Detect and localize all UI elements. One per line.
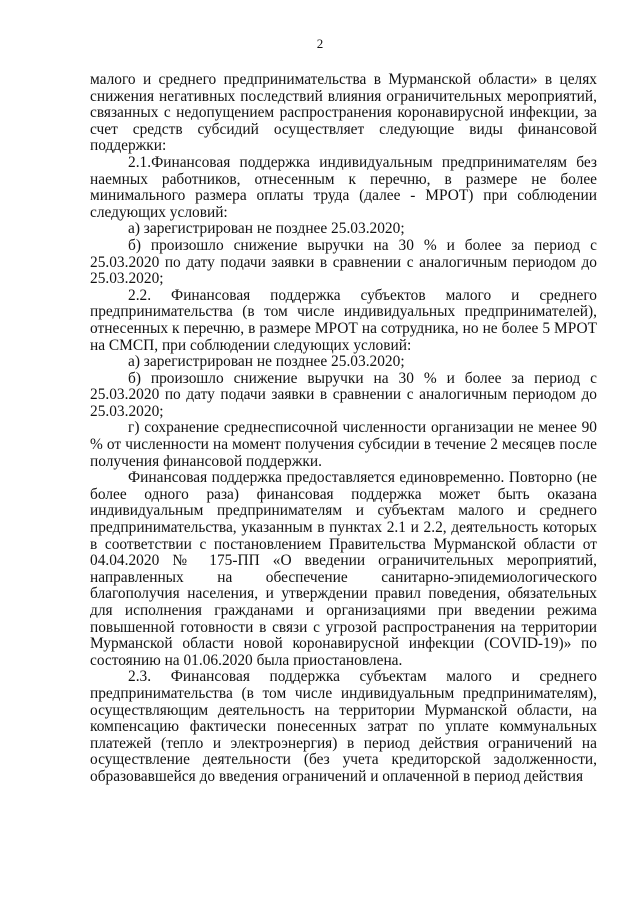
paragraph-2-3: 2.3. Финансовая поддержка субъектам малого и среднего предпринимательства (в том числе индивидуальным предпринимателям), осуществляющим деятельность на территории Мурманской области, на компенсацию фактически понесенных затрат по уплате коммунальных платежей (тепло и электроэнергия) в период действия ограничений на осуществление деятельности (без учета кредиторской задолженности, образовавшейся до введения ограничений и оплаченной в период действия: [90, 668, 597, 785]
paragraph-2-2-b: б) произошло снижение выручки на 30 % и более за период с 25.03.2020 по дату подачи заявки в сравнении с аналогичным периодом до 25.03.2020;: [90, 369, 597, 420]
document-body: [90, 72, 597, 786]
paragraph-intro: малого и среднего предпринимательства в Мурманской области» в целях снижения негативных последствий влияния ограничительных мероприятий, связанных с недопущением распространения коронавирусной инфекции, за счет средств субсидий осуществляет следующие виды финансовой поддержки:: [90, 71, 597, 155]
paragraph-2-1-b: б) произошло снижение выручки на 30 % и более за период с 25.03.2020 по дату подачи заявки в сравнении с аналогичным периодом до 25.03.2020;: [90, 236, 597, 288]
paragraph-2-2-a: а) зарегистрирован не позднее 25.03.2020;: [128, 353, 405, 371]
paragraph-2-1-a: а) зарегистрирован не позднее 25.03.2020;: [128, 220, 405, 238]
paragraph-2-1: 2.1.Финансовая поддержка индивидуальным предпринимателям без наемных работников, отнесенным к перечню, в размере не более минимального размера оплаты труда (далее - МРОТ) при соблюдении следующих условий:: [90, 153, 597, 221]
page-number: 2: [316, 36, 324, 51]
paragraph-repeat-support: Финансовая поддержка предоставляется единовременно. Повторно (не более одного раза) финансовая поддержка может быть оказана индивидуальным предпринимателям и субъектам малого и среднего предпринимательства, указанным в пунктах 2.1 и 2.2, деятельность которых в соответствии с постановлением Правительства Мурманской области от 04.04.2020 № 175-ПП «О введении ограничительных мероприятий, направленных на обеспечение санитарно-эпидемиологического благополучия населения, и утверждении правил поведения, обязательных для исполнения гражданами и организациями при введении режима повышенной готовности в связи с угрозой распространения на территории Мурманской области новой коронавирусной инфекции (COVID-19)» по состоянию на 01.06.2020 была приостановлена.: [90, 469, 597, 669]
paragraph-2-2-g: г) сохранение среднесписочной численности организации не менее 90 % от численности на момент получения субсидии в течение 2 месяцев после получения финансовой поддержки.: [90, 419, 597, 470]
paragraph-2-2: 2.2. Финансовая поддержка субъектов малого и среднего предпринимательства (в том числе индивидуальных предпринимателей), отнесенных к перечню, в размере МРОТ на сотрудника, но не более 5 МРОТ на СМСП, при соблюдении следующих условий:: [90, 286, 597, 354]
